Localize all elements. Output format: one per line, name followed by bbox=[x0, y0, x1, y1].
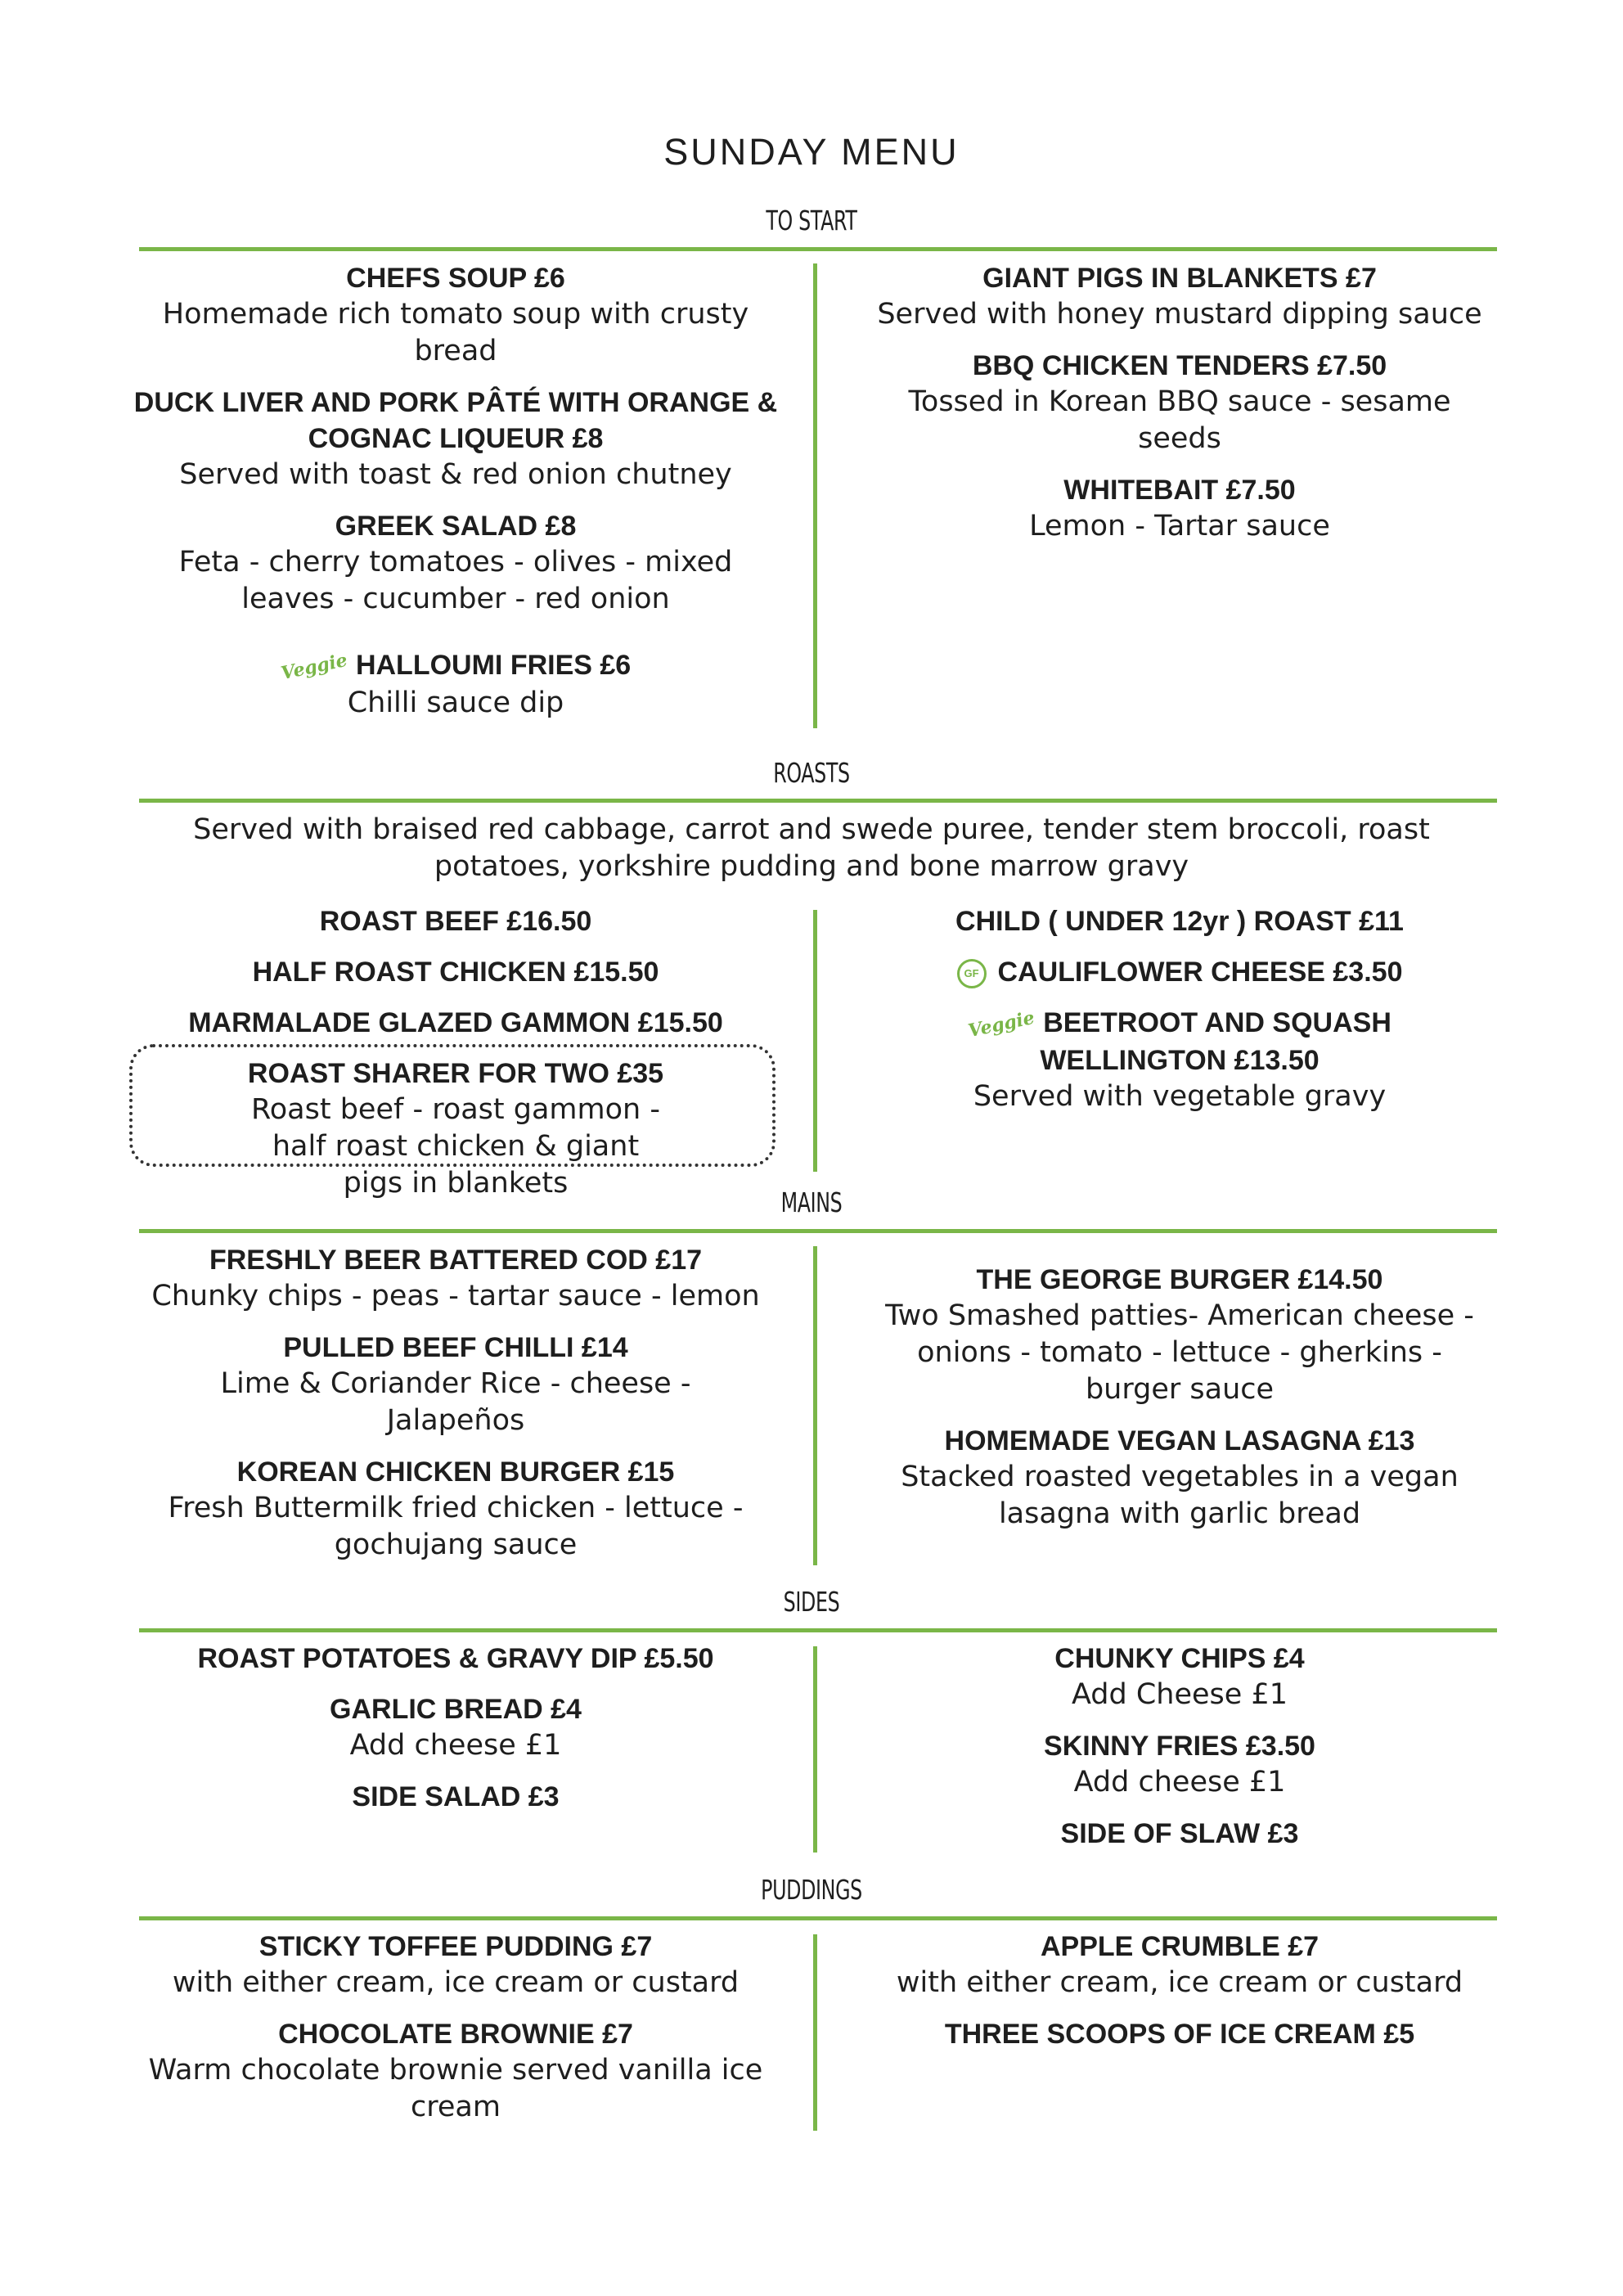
item-name: WHITEBAIT £7.50 bbox=[1063, 475, 1296, 506]
item-name: THE GEORGE BURGER £14.50 bbox=[976, 1264, 1383, 1295]
item-name: DUCK LIVER AND PORK PÂTÉ WITH ORANGE & COGNAC LIQUEUR £8 bbox=[133, 387, 778, 454]
item-name: BEETROOT AND SQUASH WELLINGTON £13.50 bbox=[1040, 1007, 1391, 1077]
item-name: FRESHLY BEER BATTERED COD £17 bbox=[209, 1245, 703, 1276]
menu-item bbox=[124, 1691, 787, 1764]
item-description: Fresh Buttermilk fried chicken - lettuce - gochujang sauce bbox=[168, 1492, 744, 1561]
mains-right-column bbox=[848, 1262, 1511, 1547]
item-description: Homemade rich tomato soup with crusty bread bbox=[162, 298, 749, 367]
puddings-left-column bbox=[124, 1929, 787, 2141]
menu-item bbox=[124, 1454, 787, 1564]
item-description: Served with toast & red onion chutney bbox=[179, 458, 732, 491]
item-name: CHUNKY CHIPS £4 bbox=[1054, 1643, 1305, 1674]
menu-item bbox=[124, 1641, 787, 1677]
gluten-free-icon: GF bbox=[957, 959, 987, 988]
mains-left-column bbox=[124, 1242, 787, 1578]
menu-item bbox=[848, 903, 1511, 939]
section-divider bbox=[139, 1628, 1497, 1632]
sides-right-column bbox=[848, 1641, 1511, 1866]
item-description: Add Cheese £1 bbox=[1071, 1678, 1288, 1711]
item-name: HOMEMADE VEGAN LASAGNA £13 bbox=[944, 1425, 1415, 1456]
item-name: ROAST SHARER FOR TWO £35 bbox=[247, 1058, 664, 1089]
item-description: Add cheese £1 bbox=[1073, 1766, 1286, 1799]
item-description: Chilli sauce dip bbox=[347, 687, 564, 720]
menu-item bbox=[124, 1779, 787, 1815]
menu-item bbox=[124, 1005, 787, 1041]
section-heading-roasts: ROASTS bbox=[773, 757, 850, 789]
item-description: Lemon - Tartar sauce bbox=[1029, 510, 1330, 542]
menu-item bbox=[848, 1641, 1511, 1713]
menu-title: SUNDAY MENU bbox=[663, 131, 960, 173]
menu-item bbox=[124, 647, 787, 722]
section-heading-mains: MAINS bbox=[780, 1186, 843, 1218]
column-divider bbox=[813, 910, 817, 1172]
item-name: SKINNY FRIES £3.50 bbox=[1044, 1731, 1315, 1762]
item-description: Roast beef - roast gammon - half roast chicken & giant pigs in blankets bbox=[251, 1093, 660, 1200]
item-name: CHILD ( UNDER 12yr ) ROAST £11 bbox=[955, 906, 1404, 937]
item-description: Warm chocolate brownie served vanilla ice cream bbox=[148, 2054, 763, 2123]
menu-item bbox=[848, 260, 1511, 333]
menu-item bbox=[848, 1005, 1511, 1115]
item-name: SIDE OF SLAW £3 bbox=[1060, 1818, 1299, 1849]
item-name: GARLIC BREAD £4 bbox=[330, 1694, 582, 1725]
menu-item bbox=[848, 954, 1511, 990]
menu-item bbox=[848, 348, 1511, 457]
menu-item bbox=[848, 472, 1511, 545]
section-divider bbox=[139, 1916, 1497, 1920]
item-description: with either cream, ice cream or custard bbox=[896, 1966, 1463, 1999]
item-name: CHOCOLATE BROWNIE £7 bbox=[278, 2019, 633, 2050]
menu-item bbox=[848, 1728, 1511, 1801]
veggie-icon: Veggie bbox=[278, 649, 349, 685]
section-divider bbox=[139, 799, 1497, 803]
item-name: GIANT PIGS IN BLANKETS £7 bbox=[982, 263, 1377, 294]
section-heading-puddings: PUDDINGS bbox=[761, 1874, 862, 1906]
item-name: GREEK SALAD £8 bbox=[335, 511, 577, 542]
item-name: KOREAN CHICKEN BURGER £15 bbox=[236, 1456, 675, 1488]
item-name: CHEFS SOUP £6 bbox=[346, 263, 565, 294]
to-start-left-column bbox=[124, 260, 787, 736]
column-divider bbox=[813, 1934, 817, 2131]
menu-item bbox=[124, 954, 787, 990]
column-divider bbox=[813, 1646, 817, 1853]
roasts-right-column bbox=[848, 903, 1511, 1130]
item-name: CAULIFLOWER CHEESE £3.50 bbox=[997, 957, 1403, 988]
column-divider bbox=[813, 263, 817, 728]
roasts-intro: Served with braised red cabbage, carrot and swede puree, tender stem broccoli, roast potatoes, yorkshire pudding and bone marrow gravy bbox=[193, 813, 1430, 883]
item-description: Lime & Coriander Rice - cheese - Jalapeños bbox=[220, 1367, 691, 1437]
to-start-right-column bbox=[848, 260, 1511, 560]
menu-item bbox=[848, 2016, 1511, 2052]
menu-item bbox=[124, 508, 787, 618]
sharer-highlight-box bbox=[129, 1044, 776, 1167]
sides-left-column bbox=[124, 1641, 787, 1830]
item-description: Two Smashed patties- American cheese - onions - tomato - lettuce - gherkins - burger sauce bbox=[885, 1299, 1474, 1406]
section-heading-to-start: TO START bbox=[766, 205, 857, 236]
menu-item bbox=[848, 1423, 1511, 1533]
item-description: Add cheese £1 bbox=[349, 1729, 562, 1762]
menu-item bbox=[848, 1262, 1511, 1408]
menu-item bbox=[848, 1929, 1511, 2001]
veggie-icon: Veggie bbox=[966, 1006, 1037, 1042]
section-heading-sides: SIDES bbox=[783, 1586, 840, 1618]
item-description: Feta - cherry tomatoes - olives - mixed leaves - cucumber - red onion bbox=[178, 546, 733, 615]
item-description: Tossed in Korean BBQ sauce - sesame seeds bbox=[908, 385, 1451, 455]
menu-item bbox=[848, 1816, 1511, 1852]
item-description: with either cream, ice cream or custard bbox=[172, 1966, 740, 1999]
puddings-right-column bbox=[848, 1929, 1511, 2067]
section-divider bbox=[139, 247, 1497, 251]
menu-item bbox=[124, 2016, 787, 2126]
item-description: Chunky chips - peas - tartar sauce - lemon bbox=[151, 1280, 760, 1312]
menu-item bbox=[124, 903, 787, 939]
item-description: Stacked roasted vegetables in a vegan lasagna with garlic bread bbox=[901, 1461, 1459, 1530]
item-name: ROAST BEEF £16.50 bbox=[319, 906, 592, 937]
menu-item bbox=[124, 260, 787, 370]
item-name: ROAST POTATOES & GRAVY DIP £5.50 bbox=[197, 1643, 714, 1674]
item-name: SIDE SALAD £3 bbox=[352, 1781, 560, 1812]
item-name: MARMALADE GLAZED GAMMON £15.50 bbox=[188, 1007, 723, 1038]
menu-item bbox=[124, 1330, 787, 1439]
menu-item bbox=[124, 1929, 787, 2001]
item-name: PULLED BEEF CHILLI £14 bbox=[283, 1332, 628, 1363]
item-name: HALF ROAST CHICKEN £15.50 bbox=[252, 957, 659, 988]
item-name: APPLE CRUMBLE £7 bbox=[1040, 1931, 1320, 1962]
item-name: THREE SCOOPS OF ICE CREAM £5 bbox=[944, 2019, 1415, 2050]
section-divider bbox=[139, 1229, 1497, 1233]
menu-item bbox=[124, 1242, 787, 1315]
menu-item bbox=[124, 385, 787, 493]
column-divider bbox=[813, 1246, 817, 1565]
item-description: Served with vegetable gravy bbox=[973, 1080, 1387, 1114]
item-name: HALLOUMI FRIES £6 bbox=[355, 650, 632, 681]
item-name: BBQ CHICKEN TENDERS £7.50 bbox=[972, 350, 1387, 381]
item-description: Served with honey mustard dipping sauce bbox=[877, 298, 1482, 331]
item-name: STICKY TOFFEE PUDDING £7 bbox=[259, 1931, 653, 1962]
